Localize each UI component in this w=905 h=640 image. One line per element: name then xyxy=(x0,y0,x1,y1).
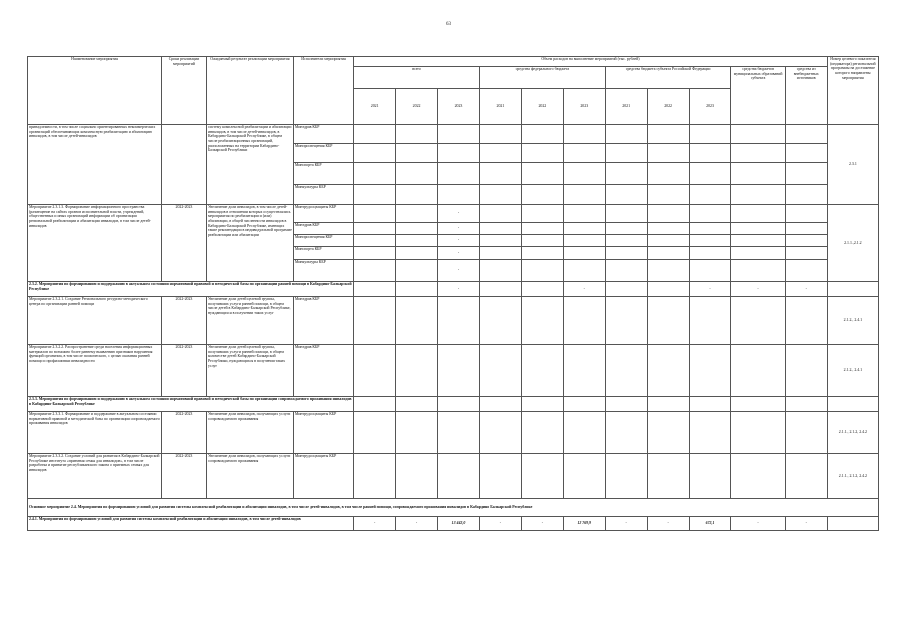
measure-name: Мероприятие 2.3.2.1. Создание Регионального ресурсно-методического центра по организации ранней помощи xyxy=(28,297,162,345)
header-result: Ожидаемый результат реализации мероприятия xyxy=(206,57,293,125)
measure-name: принадлежности, в том числе социально ориентированных некоммерческих организаций обеспечивающих комплексную реабилитацию и абилитацию инвалидов, в том числе детей-инвалидов xyxy=(28,125,162,205)
executor: Минспорта КБР xyxy=(293,247,353,260)
value-regional-2022: - xyxy=(647,517,689,531)
measure-result: Увеличение доли детей целевой группы, получивших услуги ранней помощи, в общем числе детей в Кабардино-Балкарской Республике, нуждающихся в получении таких услуг xyxy=(206,297,293,345)
year: 2022 xyxy=(647,89,689,125)
value-extrabudget: - xyxy=(785,517,827,531)
measure-result: Увеличение доли детей целевой группы, получивших услуги ранней помощи, в общем количестве детей Кабардино-Балкарской Республики, нуждающихся в получении таких услуг xyxy=(206,345,293,397)
executor: Минздрав КБР xyxy=(293,125,353,144)
value-municipal: - xyxy=(731,517,785,531)
value-federal-2021: - xyxy=(479,517,521,531)
header-volume: Объем расходов на выполнение мероприятий (тыс. рублей) xyxy=(354,57,828,67)
value-total-2022: - xyxy=(396,517,438,531)
section-row xyxy=(28,397,879,412)
year: 2023 xyxy=(563,89,605,125)
measure-term: 2022-2023 xyxy=(161,412,206,454)
header-federal: средства федерального бюджета xyxy=(479,67,605,89)
measure-term: 2022-2023 xyxy=(161,297,206,345)
executor: Минспорта КБР xyxy=(293,163,353,185)
year: 2021 xyxy=(354,89,396,125)
page-number: 63 xyxy=(446,22,451,27)
table-row xyxy=(28,454,879,499)
value-federal-2023: 12 769,9 xyxy=(563,517,605,531)
measure-term: 2022-2023 xyxy=(161,454,206,499)
year: 2023 xyxy=(438,89,480,125)
executor: Минздрав КБР xyxy=(293,345,353,397)
main-measure-title: Основное мероприятие 2.4. Мероприятия по формированию условий для развития системы комплексной реабилитации и абилитации инвалидов, в том числе детей-инвалидов, в том числе ранней помощи, сопровождаемого проживания инвалидов в Кабардино Балкарской Республике xyxy=(28,499,879,517)
dash-cell: - xyxy=(438,223,480,235)
executor: Минпросвещения КБР xyxy=(293,144,353,163)
table-row xyxy=(28,345,879,397)
year: 2022 xyxy=(396,89,438,125)
executor: Минтрудсоцзащиты КБР xyxy=(293,454,353,499)
header-name: Наименование мероприятия xyxy=(28,57,162,125)
executor: Минздрав КБР xyxy=(293,223,353,235)
measure-result: Увеличение доли инвалидов, получающих услуги сопровождаемого проживания xyxy=(206,454,293,499)
executor: Минтрудсоцзащиты КБР xyxy=(293,412,353,454)
header-municipal: средства бюджетов муниципальных образований субъекта xyxy=(731,67,785,125)
table-row xyxy=(28,517,879,531)
executor: Минпросвещения КБР xyxy=(293,235,353,247)
value-total-2021: - xyxy=(354,517,396,531)
measure-name: 2.4.1. Мероприятия по формированию условий для развития системы комплексной реабилитации и абилитации инвалидов, в том числе детей-инвалидов xyxy=(28,517,354,531)
executor: Минкультуры КБР xyxy=(293,260,353,282)
header-executors: Исполнители мероприятия xyxy=(293,57,353,125)
dash-cell: - xyxy=(438,235,480,247)
section-title: 2.3.2. Мероприятия по формированию и поддержанию в актуальном состоянии нормативной правовой и методической базы по организации ранней помощи в Кабардино-Балкарской Республике xyxy=(28,282,354,297)
indicator: 2.1.2., 2.4.1 xyxy=(827,345,878,397)
value-federal-2022: - xyxy=(521,517,563,531)
indicator: 2.1.1., 2.1.2, 2.4.2 xyxy=(827,454,878,499)
executor: Минтрудсоцзащиты КБР xyxy=(293,205,353,223)
measure-name: Мероприятие 2.3.3.2. Создание условий для развития в Кабардино-Балкарской Республике института «приемная семья для инвалидов», в том числе разработка и принятие республиканского закона о приемных семьях для инвалидов xyxy=(28,454,162,499)
executor: Минздрав КБР xyxy=(293,297,353,345)
section-title: 2.3.3. Мероприятия по формированию и поддержанию в актуальном состоянии нормативной правовой и методической базы по организации сопровождаемого проживания инвалидов в Кабардино-Балкарской Республике xyxy=(28,397,354,412)
value-regional-2021: - xyxy=(605,517,647,531)
year: 2022 xyxy=(521,89,563,125)
indicator: 2.1.1.,2.1.2 xyxy=(827,205,878,282)
executor: Минкультуры КБР xyxy=(293,185,353,205)
dash-cell: - xyxy=(438,247,480,260)
year: 2021 xyxy=(605,89,647,125)
measure-result: систему комплексной реабилитации и абилитации инвалидов, в том числе детей-инвалидов, в Кабардино-Балкарской Республике, в общем числе реабилитационных организаций, расположенных на территории Кабардино-Балкарской Республики xyxy=(206,125,293,205)
header-extrabudget: средства из внебюджетных источников xyxy=(785,67,827,125)
measure-result: Увеличение доли инвалидов, получающих услуги сопровождаемого проживания xyxy=(206,412,293,454)
measure-name: Мероприятие 2.3.3.1. Формирование и поддержание в актуальном состоянии нормативной правовой и методической базы по организации сопровождаемого проживания инвалидов xyxy=(28,412,162,454)
header-term: Сроки реализации мероприятий xyxy=(161,57,206,125)
measures-table xyxy=(27,56,879,531)
header-row xyxy=(28,57,879,67)
table-row xyxy=(28,412,879,454)
header-indicator: Номер целевого показателя (индикатора) региональной программы на достижение которого направлены мероприятия xyxy=(827,57,878,125)
measure-term: 2022-2023 xyxy=(161,205,206,282)
dash-cell: - xyxy=(438,260,480,282)
measure-name: Мероприятие 2.3.2.2. Распространение среди населения информационных материалов по возможно более раннему выявлению признаков нарушения функций организма, в том числе психического, с целью оказания ранней помощи и профилактики инвалидности xyxy=(28,345,162,397)
indicator: 2.3.1 xyxy=(827,125,878,205)
section-row: 2.3.2. Мероприятия по формированию и поддержанию в актуальном состоянии нормативной правовой и методической базы по организации ранней помощи в Кабардино-Балкарской Республике - - - - - xyxy=(28,282,879,297)
table-row xyxy=(28,125,879,144)
header-regional: средства бюджета субъекта Российской Федерации xyxy=(605,67,731,89)
table-row xyxy=(28,205,879,223)
value-regional-2023: 672,1 xyxy=(689,517,731,531)
section-row xyxy=(28,499,879,517)
indicator: 2.1.2., 2.4.1 xyxy=(827,297,878,345)
dash-cell: - xyxy=(438,205,480,223)
year: 2023 xyxy=(689,89,731,125)
header-total: всего xyxy=(354,67,480,89)
measure-term: 2022-2023 xyxy=(161,345,206,397)
indicator: 2.1.1., 2.1.2, 2.4.2 xyxy=(827,412,878,454)
table-row xyxy=(28,297,879,345)
measure-name: Мероприятие 2.3.1.3. Формирование информационного пространства (размещение на сайтах органов исполнительной власти, учреждений, общественных и иных организаций информации об организации региональной реабилитации и абилитации инвалидов, в том числе детей-инвалидов xyxy=(28,205,162,282)
value-total-2023: 13 442,0 xyxy=(438,517,480,531)
year: 2021 xyxy=(479,89,521,125)
measure-result: Увеличение доли инвалидов, в том числе детей-инвалидов в отношении которых осуществлялись мероприятия по реабилитации и (или) абилитации, в общей численности инвалидов в Кабардино-Балкарской Республике, имеющих такие рекомендации в индивидуальной программе реабилитации или абилитации xyxy=(206,205,293,282)
